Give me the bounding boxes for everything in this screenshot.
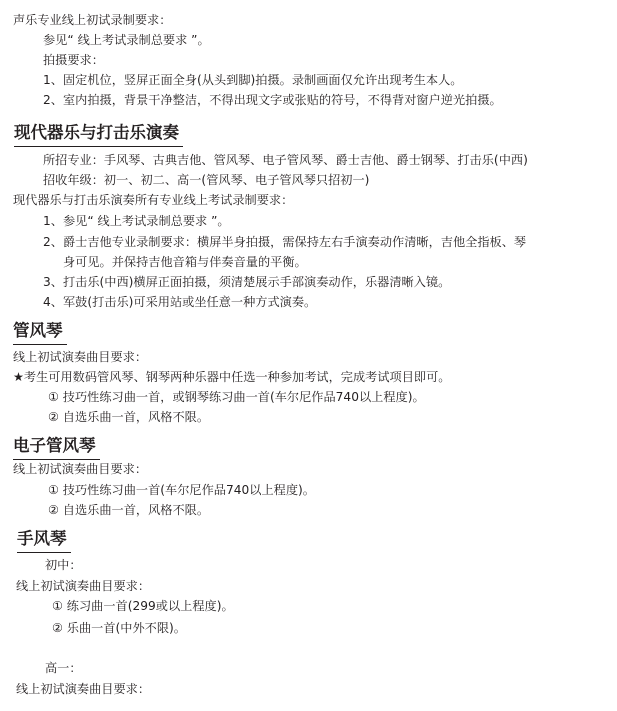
modern-item-3: 3、打击乐(中西)横屏正面拍摄，须清楚展示手部演奏动作，乐器清晰入镜。	[43, 275, 451, 289]
modern-item-4: 4、军鼓(打击乐)可采用站或坐任意一种方式演奏。	[43, 295, 317, 309]
eorgan-section-heading: 电子管风琴	[13, 436, 96, 455]
organ-repertoire-title: 线上初试演奏曲目要求：	[13, 350, 148, 364]
modern-section-heading: 现代器乐与打击乐演奏	[14, 123, 179, 142]
organ-item-1: ① 技巧性练习曲一首，或钢琴练习曲一首(车尔尼作品740以上程度)。	[48, 390, 425, 404]
modern-item-2-continued: 身可见。并保持吉他音箱与伴奏音量的平衡。	[63, 255, 307, 269]
organ-note: ★考生可用数码管风琴、钢琴两种乐器中任选一种参加考试，完成考试项目即可。	[13, 370, 451, 384]
accordion-item-2: ② 乐曲一首(中外不限)。	[52, 621, 186, 635]
vocal-reference: 参见“ 线上考试录制总要求 ”。	[43, 33, 210, 47]
accordion-senior-label: 高一：	[45, 661, 82, 675]
eorgan-repertoire-title: 线上初试演奏曲目要求：	[13, 462, 148, 476]
accordion-junior-label: 初中：	[45, 558, 82, 572]
eorgan-item-1: ① 技巧性练习曲一首(车尔尼作品740以上程度)。	[48, 483, 315, 497]
accordion-repertoire-title-2: 线上初试演奏曲目要求：	[16, 682, 151, 696]
modern-majors: 所招专业：手风琴、古典吉他、管风琴、电子管风琴、爵士吉他、爵士钢琴、打击乐(中西)	[43, 153, 528, 167]
vocal-shoot-title: 拍摄要求：	[43, 53, 104, 67]
modern-grades: 招收年级：初一、初二、高一(管风琴、电子管风琴只招初一)	[43, 173, 370, 187]
organ-item-2: ② 自选乐曲一首，风格不限。	[48, 410, 210, 424]
accordion-repertoire-title: 线上初试演奏曲目要求：	[16, 579, 151, 593]
vocal-item-1: 1、固定机位，竖屏正面全身(从头到脚)拍摄。录制画面仅允许出现考生本人。	[43, 73, 463, 87]
accordion-section-heading: 手风琴	[17, 529, 67, 548]
eorgan-item-2: ② 自选乐曲一首，风格不限。	[48, 503, 210, 517]
organ-section-heading: 管风琴	[13, 321, 63, 340]
modern-item-2: 2、爵士吉他专业录制要求：横屏半身拍摄，需保持左右手演奏动作清晰，吉他全指板、琴	[43, 235, 527, 249]
accordion-item-1: ① 练习曲一首(299或以上程度)。	[52, 599, 234, 613]
modern-item-1: 1、参见“ 线上考试录制总要求 ”。	[43, 214, 230, 228]
vocal-item-2: 2、室内拍摄，背景干净整洁，不得出现文字或张贴的符号，不得背对窗户逆光拍摄。	[43, 93, 502, 107]
vocal-title: 声乐专业线上初试录制要求：	[13, 13, 172, 27]
modern-requirements-title: 现代器乐与打击乐演奏所有专业线上考试录制要求：	[13, 193, 294, 207]
